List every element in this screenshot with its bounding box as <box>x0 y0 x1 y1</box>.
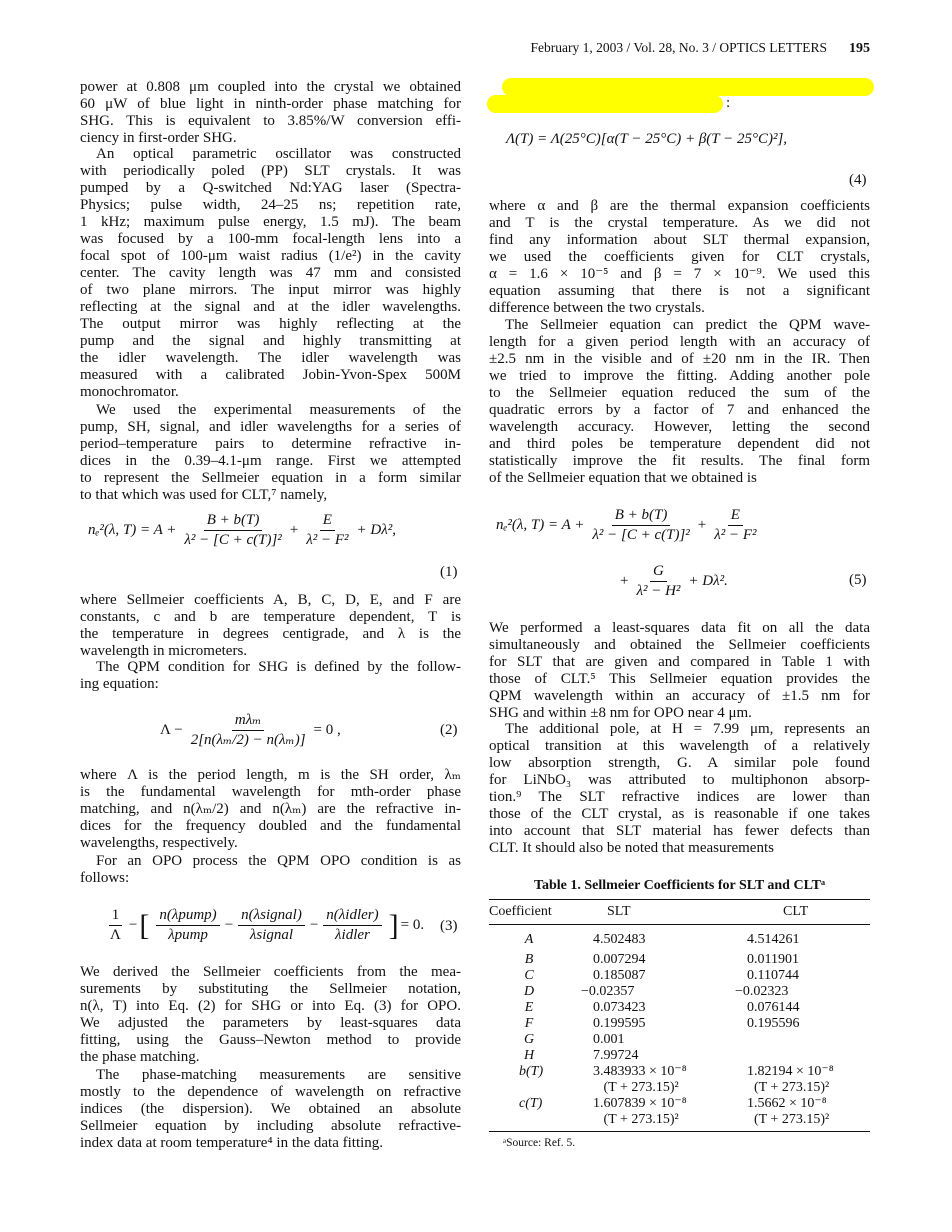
numerator: n(λpump) <box>156 907 219 926</box>
slt-value: −0.02357 <box>581 984 635 999</box>
text-line: Sellmeier equation by including absolute refractive- <box>80 1118 461 1134</box>
text-line: ing equation: <box>80 676 159 692</box>
clt-value: 4.514261 <box>747 932 800 947</box>
highlight-trailing-text: : <box>726 95 731 111</box>
text-line: We performed a least-squares data fit on all the data <box>489 620 870 636</box>
text-line: indices (the dispersion). We obtained an absolute <box>80 1101 461 1117</box>
text-line: The additional pole, at H = 7.99 μm, represents an <box>505 721 870 737</box>
clt-value: 0.195596 <box>747 1016 800 1031</box>
slt-value: 0.199595 <box>593 1016 646 1031</box>
text-line: find any information about SLT thermal expansion, <box>489 232 870 248</box>
text-line: wavelengths, respectively. <box>80 835 238 851</box>
slt-value: 0.185087 <box>593 968 646 983</box>
eq-tail: + Dλ², <box>356 522 396 538</box>
slt-value: (T + 273.15)² <box>593 1080 679 1095</box>
text-line: of the Sellmeier equation that we obtained is <box>489 470 757 486</box>
text-line: The Sellmeier equation can predict the QPM wave- <box>505 317 870 333</box>
bracket: ] <box>388 908 399 942</box>
text-line: 1 kHz; maximum pulse energy, 1.5 mJ). The beam <box>80 214 461 230</box>
text-line: and T is the crystal temperature. As we did not <box>489 215 870 231</box>
text-line: surements by substituting the Sellmeier notation, <box>80 981 461 997</box>
running-header <box>530 40 870 57</box>
table-rule <box>489 1131 870 1132</box>
clt-value: 1.5662 × 10⁻⁸ <box>747 1096 827 1111</box>
equation-number: (2) <box>440 722 458 738</box>
table-row <box>489 1032 870 1048</box>
table-row <box>489 1112 870 1128</box>
text-line: For an OPO process the QPM OPO condition is as <box>96 853 461 869</box>
numerator: n(λsignal) <box>238 907 305 926</box>
text-line: pump, SH, signal, and idler wavelengths for a series of <box>80 419 461 435</box>
fraction <box>107 907 124 944</box>
text-line: was focused by a 100-mm focal-length lens into a <box>80 231 461 247</box>
equation-number: (3) <box>440 918 458 934</box>
text-line: where Λ is the period length, m is the SH order, λₘ <box>80 767 461 783</box>
text-line: with periodically poled (PP) SLT crystals. It was <box>80 163 461 179</box>
clt-value: (T + 273.15)² <box>747 1080 830 1095</box>
column-header: SLT <box>607 904 631 919</box>
eq-lhs: Λ − <box>160 722 183 738</box>
paragraph <box>80 1067 461 1152</box>
equation-1 <box>88 512 396 549</box>
eq-lhs: nₑ²(λ, T) = A + <box>88 522 177 538</box>
numerator: E <box>320 512 335 531</box>
text-line: simultaneously and obtained the Sellmeier coefficients <box>489 637 870 653</box>
fraction <box>589 507 692 544</box>
fraction <box>238 907 305 944</box>
text-line: the phase matching. <box>80 1049 200 1065</box>
table-row <box>489 1096 870 1112</box>
slt-value: 7.99724 <box>593 1048 639 1063</box>
denominator: λ² − F² <box>714 527 757 543</box>
text-line: pumped by a Q-switched Nd:YAG laser (Spectra- <box>80 180 461 196</box>
fraction <box>711 507 759 544</box>
text-line: mostly to the dependence of wavelength on refractive <box>80 1084 461 1100</box>
text-line: optical transition at this wavelength of a relatively <box>489 738 870 754</box>
text-line: those of the CLT crystal, as is reasonable if one takes <box>489 806 870 822</box>
coefficient-name: b(T) <box>519 1064 544 1079</box>
denominator: 2[n(λₘ/2) − n(λₘ)] <box>190 732 306 748</box>
numerator: 1 <box>109 907 123 926</box>
text-line: α = 1.6 × 10⁻⁵ and β = 7 × 10⁻⁹. We used this <box>489 266 870 282</box>
table-row <box>489 1000 870 1016</box>
fraction <box>323 907 381 944</box>
coefficient-name: D <box>523 984 535 999</box>
text-line: wavelength in micrometers. <box>80 643 248 659</box>
text-line: for LiNbO₃ was attributed to multiphonon absorp- <box>489 772 870 788</box>
paragraph <box>489 620 870 722</box>
equation-number: (5) <box>849 572 867 588</box>
text-line: to that which was used for CLT,⁷ namely, <box>80 487 328 503</box>
eq-operator: − <box>128 917 138 933</box>
text-line: We adjusted the parameters by least-squares data <box>80 1015 461 1031</box>
slt-value: 0.073423 <box>593 1000 646 1015</box>
denominator: λ² − F² <box>306 532 349 548</box>
numerator: mλₘ <box>232 712 265 731</box>
numerator: E <box>728 507 743 526</box>
text-line: dices in the 0.39–4.1-μm range. First we attempted <box>80 453 461 469</box>
equation-2 <box>160 712 341 749</box>
coefficient-name: F <box>524 1016 534 1031</box>
denominator: λidler <box>335 927 370 943</box>
coefficient-name: G <box>523 1032 535 1047</box>
text-line: We derived the Sellmeier coefficients from the mea- <box>80 964 461 980</box>
clt-value: 0.011901 <box>747 952 799 967</box>
column-header: CLT <box>783 904 809 919</box>
text-line: those of CLT.⁵ This Sellmeier equation provides the <box>489 671 870 687</box>
denominator: λ² − H² <box>636 583 681 599</box>
text-line: Physics; pulse width, 24–25 ns; repetition rate, <box>80 197 461 213</box>
column-header: Coefficient <box>489 904 552 919</box>
text-line: wavelength accuracy. However, letting the second <box>489 419 870 435</box>
numerator: B + b(T) <box>204 512 263 531</box>
text-line: QPM wavelength within an accuracy of ±1.5 nm for <box>489 688 870 704</box>
eq-tail: = 0 , <box>313 722 341 738</box>
eq-operator: + <box>620 573 629 589</box>
table-row <box>489 968 870 984</box>
eq-operator: + <box>697 517 707 533</box>
paragraph <box>489 721 870 857</box>
eq-lhs: nₑ²(λ, T) = A + <box>496 517 585 533</box>
text-line: period–temperature pairs to determine refractive in- <box>80 436 461 452</box>
eq-tail: + Dλ². <box>688 573 728 589</box>
text-line: ciency in first-order SHG. <box>80 130 237 146</box>
highlight-redaction <box>502 78 874 96</box>
eq-operator: − <box>309 917 319 933</box>
equation-4 <box>506 131 787 148</box>
text-line: matching, and n(λₘ/2) and n(λₘ) are the refractive in- <box>80 801 461 817</box>
slt-value: 4.502483 <box>593 932 646 947</box>
text-line: SHG and within ±8 nm for OPO near 4 μm. <box>489 705 752 721</box>
equation-3 <box>102 907 424 944</box>
table-row <box>489 1048 870 1064</box>
eq-operator: − <box>224 917 234 933</box>
table-row <box>489 1080 870 1096</box>
text-line: to the Sellmeier equation reduced the sum of the <box>489 385 870 401</box>
table-footnote: ᵃSource: Ref. 5. <box>503 1137 576 1149</box>
slt-value: 0.007294 <box>593 952 646 967</box>
paragraph <box>80 79 461 147</box>
equation-5-continued <box>620 563 728 600</box>
paragraph <box>80 853 461 887</box>
text-line: dices for the frequency doubled and the fundamental <box>80 818 461 834</box>
table-sellmeier-coefficients <box>489 878 870 1149</box>
eq-tail: = 0. <box>400 917 425 933</box>
text-line: CLT. It should also be noted that measurements <box>489 840 774 856</box>
slt-value: 1.607839 × 10⁻⁸ <box>593 1096 687 1111</box>
paragraph <box>80 592 461 660</box>
table-body <box>489 925 870 1128</box>
text-line: statistically improve the fit results. The final form <box>489 453 870 469</box>
paragraph <box>80 146 461 401</box>
text-line: quadratic errors by a factor of 7 and enhanced the <box>489 402 870 418</box>
text-line: for SLT that are given and compared in Table 1 with <box>489 654 870 670</box>
fraction <box>181 512 284 549</box>
fraction <box>633 563 683 600</box>
paragraph <box>80 767 461 852</box>
text-line: the idler wavelength. The idler wavelength was <box>80 350 461 366</box>
fraction <box>156 907 219 944</box>
slt-value: (T + 273.15)² <box>593 1112 679 1127</box>
eq-operator: + <box>289 522 299 538</box>
text-line: n(λ, T) into Eq. (2) for SHG or into Eq. (3) for OPO. <box>80 998 461 1014</box>
denominator: Λ <box>110 927 121 943</box>
text-line: of two plane mirrors. The input mirror was highly <box>80 282 461 298</box>
table-row <box>489 932 870 948</box>
text-line: monochromator. <box>80 384 179 400</box>
text-line: length for a given period length with an accuracy of <box>489 334 870 350</box>
text-line: the temperature in degrees centigrade, and λ is the <box>80 626 461 642</box>
text-line: is the fundamental wavelength for mth-order phase <box>80 784 461 800</box>
paragraph <box>80 659 461 693</box>
clt-value: 0.076144 <box>747 1000 800 1015</box>
text-line: pump and the signal and highly transmitting at <box>80 333 461 349</box>
text-line: where α and β are the thermal expansion coefficients <box>489 198 870 214</box>
denominator: λpump <box>168 927 208 943</box>
text-line: reflecting at the signal and at the idler wavelengths. <box>80 299 461 315</box>
fraction <box>188 712 309 749</box>
text-line: low absorption strength, G. A similar pole found <box>489 755 870 771</box>
paragraph <box>80 402 461 504</box>
text-line: constants, c and b are temperature dependent, T is <box>80 609 461 625</box>
text-line: equation assuming that there is not a significant <box>489 283 870 299</box>
denominator: λ² − [C + c(T)]² <box>592 527 690 543</box>
denominator: λ² − [C + c(T)]² <box>184 532 282 548</box>
text-line: fitting, using the Gauss–Newton method to provide <box>80 1032 461 1048</box>
table-row <box>489 952 870 968</box>
text-line: measured with a calibrated Jobin-Yvon-Spex 500M <box>80 367 461 383</box>
text-line: The phase-matching measurements are sensitive <box>96 1067 461 1083</box>
equation-number: (1) <box>440 564 458 580</box>
denominator: λsignal <box>249 927 294 943</box>
table-title: Table 1. Sellmeier Coefficients for SLT and CLTᵃ <box>533 878 826 893</box>
fraction <box>303 512 351 549</box>
text-line: The QPM condition for SHG is defined by the follow- <box>96 659 461 675</box>
text-line: center. The cavity length was 47 mm and consisted <box>80 265 461 281</box>
text-line: focal spot of 100-μm waist radius (1/e²) in the cavity <box>80 248 461 264</box>
page-number: 195 <box>849 41 870 56</box>
table-row <box>489 984 870 1000</box>
coefficient-name: C <box>524 968 534 983</box>
coefficient-name: B <box>524 952 534 967</box>
numerator: B + b(T) <box>612 507 671 526</box>
text-line: tion.⁹ The SLT refractive indices are lower than <box>489 789 870 805</box>
text-line: follows: <box>80 870 130 886</box>
text-line: SHG. This is equivalent to 3.85%/W conversion effi- <box>80 113 461 129</box>
text-line: and third poles be temperature dependent did not <box>489 436 870 452</box>
coefficient-name: E <box>524 1000 534 1015</box>
text-line: we used the coefficients given for CLT crystals, <box>489 249 870 265</box>
clt-value: (T + 273.15)² <box>747 1112 830 1127</box>
text-line: ±2.5 nm in the visible and of ±20 nm in the IR. Then <box>489 351 870 367</box>
bracket: [ <box>139 908 150 942</box>
clt-value: 0.110744 <box>747 968 799 983</box>
highlight-redaction <box>487 95 723 113</box>
paragraph <box>489 198 870 317</box>
equation-number: (4) <box>849 172 867 188</box>
coefficient-name: H <box>523 1048 535 1063</box>
text-line: difference between the two crystals. <box>489 300 705 316</box>
coefficient-name: A <box>524 932 534 947</box>
clt-value: 1.82194 × 10⁻⁸ <box>747 1064 834 1079</box>
table-header-row <box>489 900 870 924</box>
text-line: we tried to improve the fitting. Adding another pole <box>489 368 870 384</box>
table-row <box>489 1064 870 1080</box>
coefficient-name: c(T) <box>519 1096 543 1111</box>
text-line: to represent the Sellmeier equation in a form similar <box>80 470 461 486</box>
text-line: into account that SLT material has fewer defects than <box>489 823 870 839</box>
slt-value: 3.483933 × 10⁻⁸ <box>593 1064 687 1079</box>
numerator: G <box>650 563 667 582</box>
clt-value: −0.02323 <box>735 984 789 999</box>
running-title: February 1, 2003 / Vol. 28, No. 3 / OPTICS LETTERS <box>530 40 827 55</box>
text-line: 60 μW of blue light in ninth-order phase matching for <box>80 96 461 112</box>
numerator: n(λidler) <box>323 907 381 926</box>
table-row <box>489 1016 870 1032</box>
paragraph <box>489 317 870 487</box>
text-line: index data at room temperature⁴ in the data fitting. <box>80 1135 384 1151</box>
equation-5 <box>496 507 765 544</box>
text-line: An optical parametric oscillator was constructed <box>96 146 461 162</box>
text-line: where Sellmeier coefficients A, B, C, D, E, and F are <box>80 592 461 608</box>
paragraph <box>80 964 461 1066</box>
eq-body: Λ(T) = Λ(25°C)[α(T − 25°C) + β(T − 25°C)²], <box>506 131 788 147</box>
slt-value: 0.001 <box>593 1032 625 1047</box>
text-line: We used the experimental measurements of the <box>96 402 461 418</box>
text-line: power at 0.808 μm coupled into the crystal we obtained <box>80 79 461 95</box>
text-line: The output mirror was highly reflecting at the <box>80 316 461 332</box>
